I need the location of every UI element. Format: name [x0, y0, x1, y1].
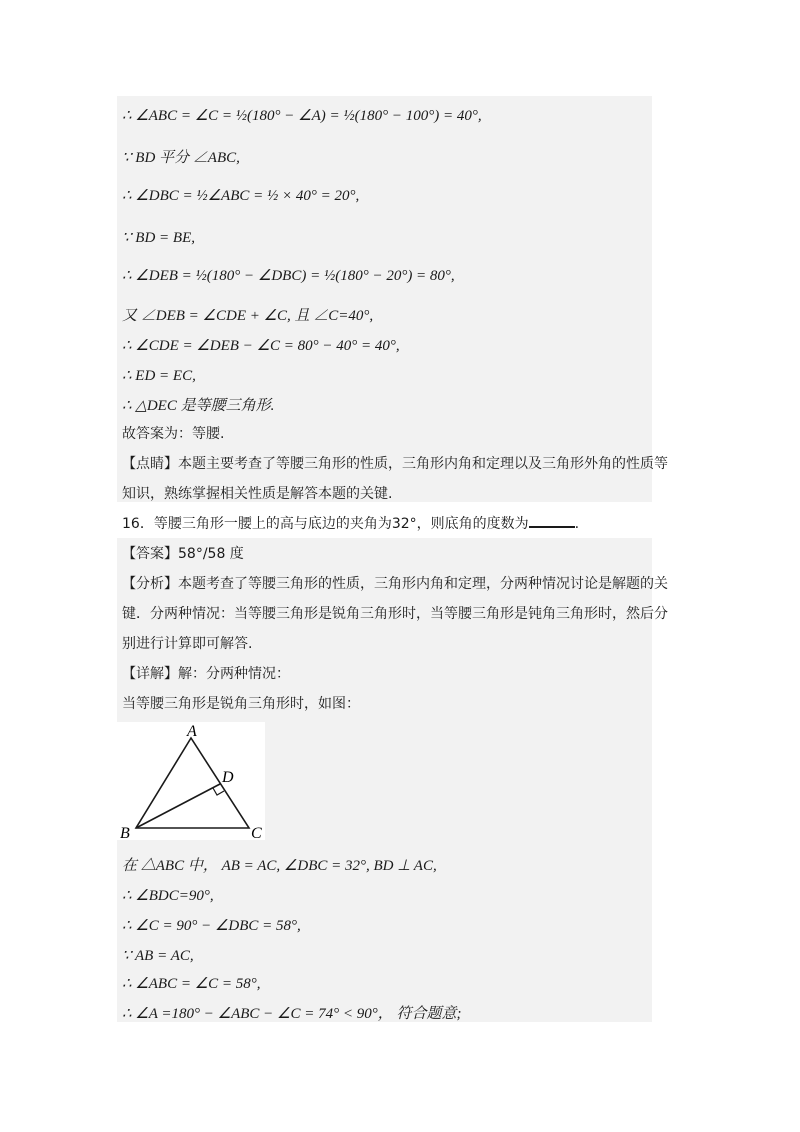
text-line: ∴ ∠C = 90° − ∠DBC = 58°, [122, 918, 301, 934]
text-line: 当等腰三角形是锐角三角形时，如图： [122, 696, 360, 712]
text-line: ∵ AB = AC, [122, 948, 194, 964]
text-line: ∴ ∠DBC = ½∠ABC = ½ × 40° = 20°, [122, 188, 360, 204]
label-c: C [251, 825, 262, 840]
text-line: ∵ BD 平分 ∠ABC, [122, 150, 240, 166]
text-line: ∴ ∠ABC = ∠C = ½(180° − ∠A) = ½(180° − 100°) = 40°, [122, 108, 482, 124]
dianjing-line-2: 知识，熟练掌握相关性质是解答本题的关键. [122, 486, 393, 502]
dianjing-line-1: 【点睛】本题主要考查了等腰三角形的性质，三角形内角和定理以及三角形外角的性质等 [122, 456, 668, 472]
label-d: D [222, 769, 234, 786]
text-line: 又 ∠DEB = ∠CDE + ∠C, 且 ∠C=40°, [122, 308, 374, 324]
question-16 [122, 514, 579, 534]
text-line: ∴ ∠ABC = ∠C = 58°, [122, 976, 261, 992]
text-line: ∴ ∠BDC=90°, [122, 888, 214, 904]
answer-line: 【答案】58°/58 度 [122, 546, 244, 562]
text-line: ∴ ∠DEB = ½(180° − ∠DBC) = ½(180° − 20°) = 80°, [122, 268, 455, 284]
text-line: ∵ BD = BE, [122, 230, 195, 246]
text-line: 在 △ABC 中， AB = AC, ∠DBC = 32°, BD ⊥ AC, [122, 858, 437, 874]
question-16-text: 16．等腰三角形一腰上的高与底边的夹角为32°，则底角的度数为 [122, 516, 529, 532]
question-16-end: . [574, 516, 580, 532]
analysis-line-3: 别进行计算即可解答. [122, 636, 253, 652]
right-angle-mark [213, 788, 224, 795]
text-line: ∴ ED = EC, [122, 368, 196, 384]
text-line: ∴ ∠A =180° − ∠ABC − ∠C = 74° < 90°， 符合题意; [122, 1006, 462, 1022]
label-b: B [120, 825, 130, 840]
analysis-line-2: 键．分两种情况：当等腰三角形是锐角三角形时，当等腰三角形是钝角三角形时，然后分 [122, 606, 668, 622]
analysis-line-1: 【分析】本题考查了等腰三角形的性质，三角形内角和定理，分两种情况讨论是解题的关 [122, 576, 668, 592]
text-line: ∴ △DEC 是等腰三角形. [122, 398, 275, 414]
text-line: 故答案为：等腰. [122, 426, 225, 442]
text-line: ∴ ∠CDE = ∠DEB − ∠C = 80° − 40° = 40°, [122, 338, 400, 354]
triangle-figure [117, 722, 265, 840]
detail-line: 【详解】解：分两种情况： [122, 666, 290, 682]
label-a: A [187, 723, 197, 740]
answer-blank [529, 514, 575, 528]
